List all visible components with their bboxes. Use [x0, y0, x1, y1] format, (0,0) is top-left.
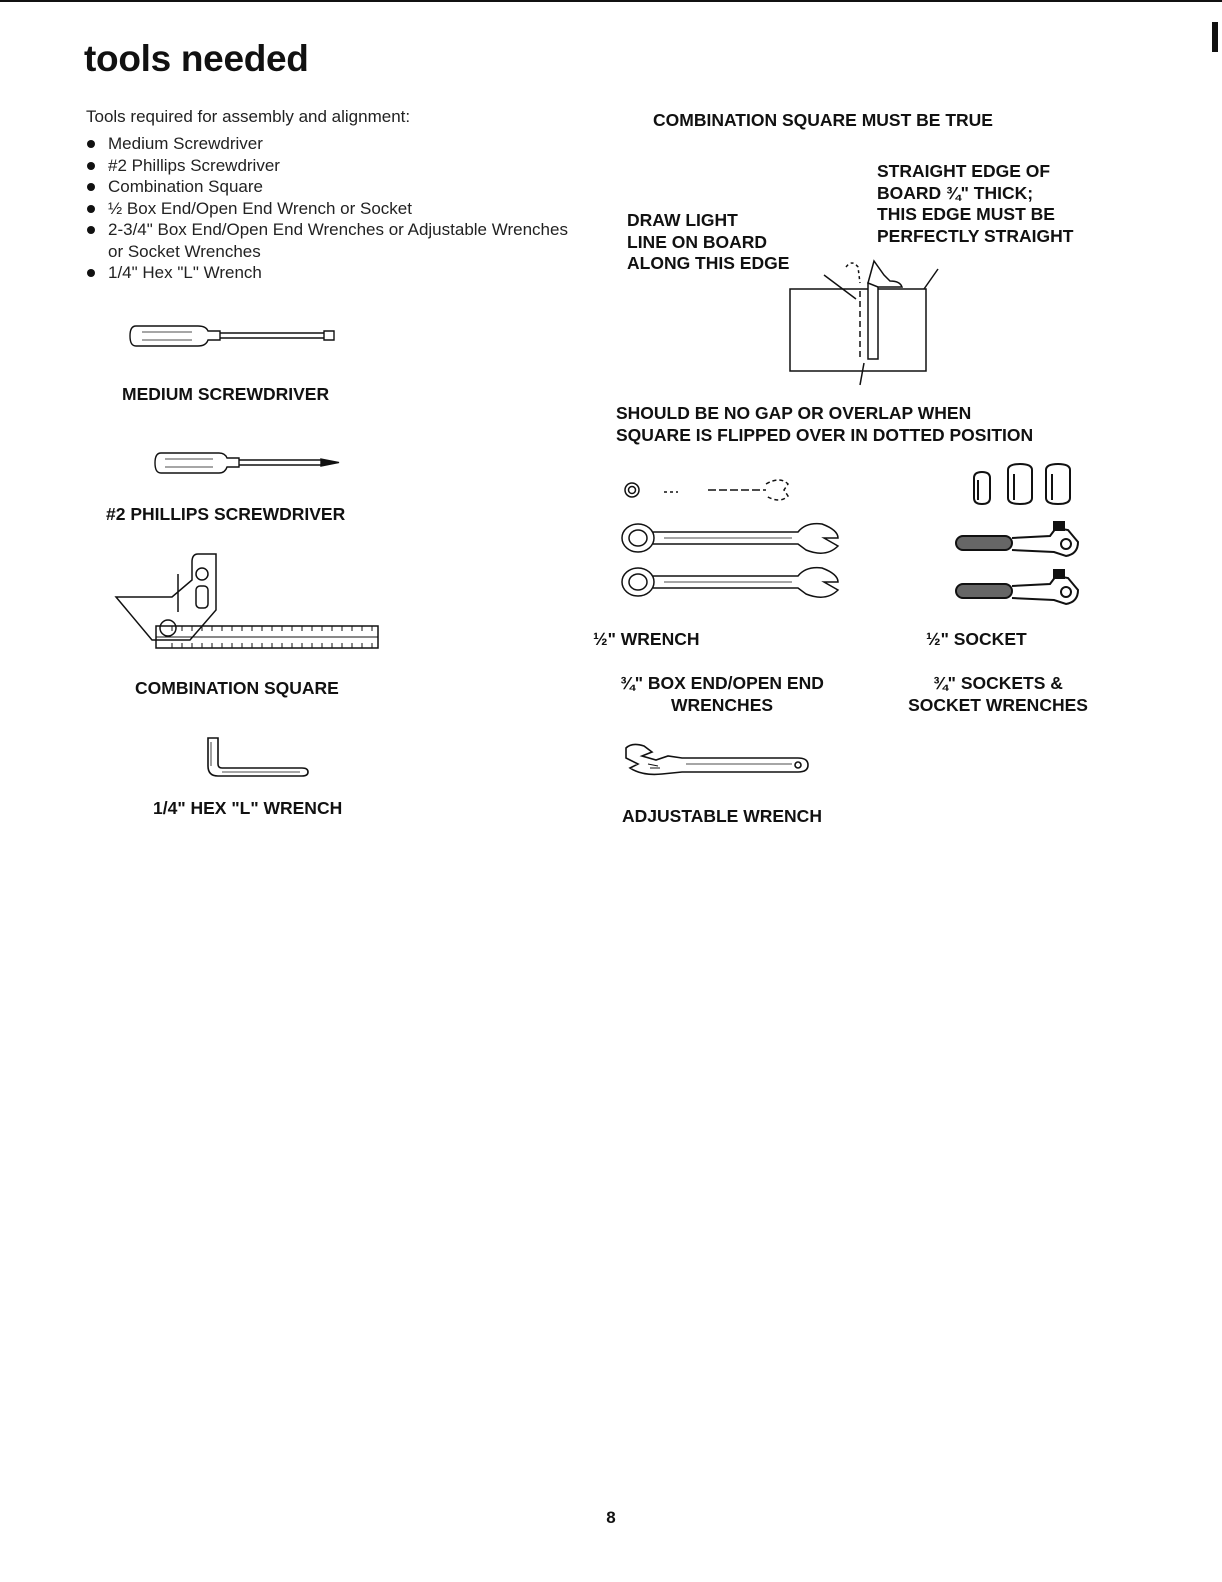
hex-wrench-illustration	[202, 734, 312, 780]
square-diagram-title: COMBINATION SQUARE MUST BE TRUE	[653, 110, 993, 130]
draw-line-note	[627, 210, 789, 275]
tools-list-item: 2-3/4" Box End/Open End Wrenches or Adjustable Wrenches or Socket Wrenches	[86, 219, 586, 262]
tools-list	[86, 133, 586, 284]
box-end-wrenches-caption-line: WRENCHES	[670, 695, 774, 715]
tools-list-item: Combination Square	[86, 176, 586, 198]
hex-wrench-caption: 1/4" HEX "L" WRENCH	[153, 798, 343, 818]
sockets-caption-line: SOCKET WRENCHES	[908, 695, 1088, 715]
board-square-diagram	[780, 255, 960, 395]
phillips-screwdriver-illustration	[153, 448, 343, 478]
adjustable-wrench-caption: ADJUSTABLE WRENCH	[622, 806, 822, 826]
box-end-wrenches-caption-line: ¾" BOX END/OPEN END	[620, 673, 824, 693]
straight-edge-note-line: STRAIGHT EDGE OF	[877, 161, 1051, 181]
straight-edge-note-line: PERFECTLY STRAIGHT	[877, 225, 1074, 246]
adjustable-wrench-illustration	[622, 740, 814, 780]
tools-list-item: ½ Box End/Open End Wrench or Socket	[86, 198, 586, 220]
draw-line-note-line: LINE ON BOARD	[627, 231, 767, 252]
phillips-screwdriver-caption: #2 PHILLIPS SCREWDRIVER	[106, 504, 346, 524]
page-title: tools needed	[84, 38, 309, 79]
half-wrench-caption: ½" WRENCH	[593, 629, 700, 649]
box-end-wrenches-illustration	[616, 470, 846, 610]
straight-edge-note	[877, 161, 1073, 247]
intro-text: Tools required for assembly and alignment:	[86, 107, 411, 126]
tools-list-item: Medium Screwdriver	[86, 133, 586, 155]
sockets-caption	[880, 672, 1116, 716]
box-end-wrenches-caption	[574, 672, 870, 716]
straight-edge-note-line: BOARD ¾" THICK;	[877, 182, 1034, 203]
combination-square-caption: COMBINATION SQUARE	[135, 678, 339, 698]
draw-line-note-line: DRAW LIGHT	[627, 210, 738, 230]
combination-square-illustration	[112, 552, 382, 652]
gap-note-line: SQUARE IS FLIPPED OVER IN DOTTED POSITION	[616, 424, 1034, 445]
tools-list-item: #2 Phillips Screwdriver	[86, 155, 586, 177]
gap-note	[616, 403, 1033, 446]
gap-note-line: SHOULD BE NO GAP OR OVERLAP WHEN	[616, 403, 972, 423]
half-socket-caption: ½" SOCKET	[926, 629, 1027, 649]
sockets-illustration	[950, 458, 1090, 608]
straight-edge-note-line: THIS EDGE MUST BE	[877, 204, 1055, 224]
top-rule	[0, 0, 1222, 2]
page-edge-mark	[1212, 22, 1218, 52]
draw-line-note-line: ALONG THIS EDGE	[627, 253, 790, 273]
tools-list-item: 1/4" Hex "L" Wrench	[86, 262, 586, 284]
page-number: 8	[606, 1508, 616, 1527]
sockets-caption-line: ¾" SOCKETS &	[933, 673, 1063, 693]
medium-screwdriver-illustration	[128, 318, 338, 354]
medium-screwdriver-caption: MEDIUM SCREWDRIVER	[122, 384, 330, 404]
